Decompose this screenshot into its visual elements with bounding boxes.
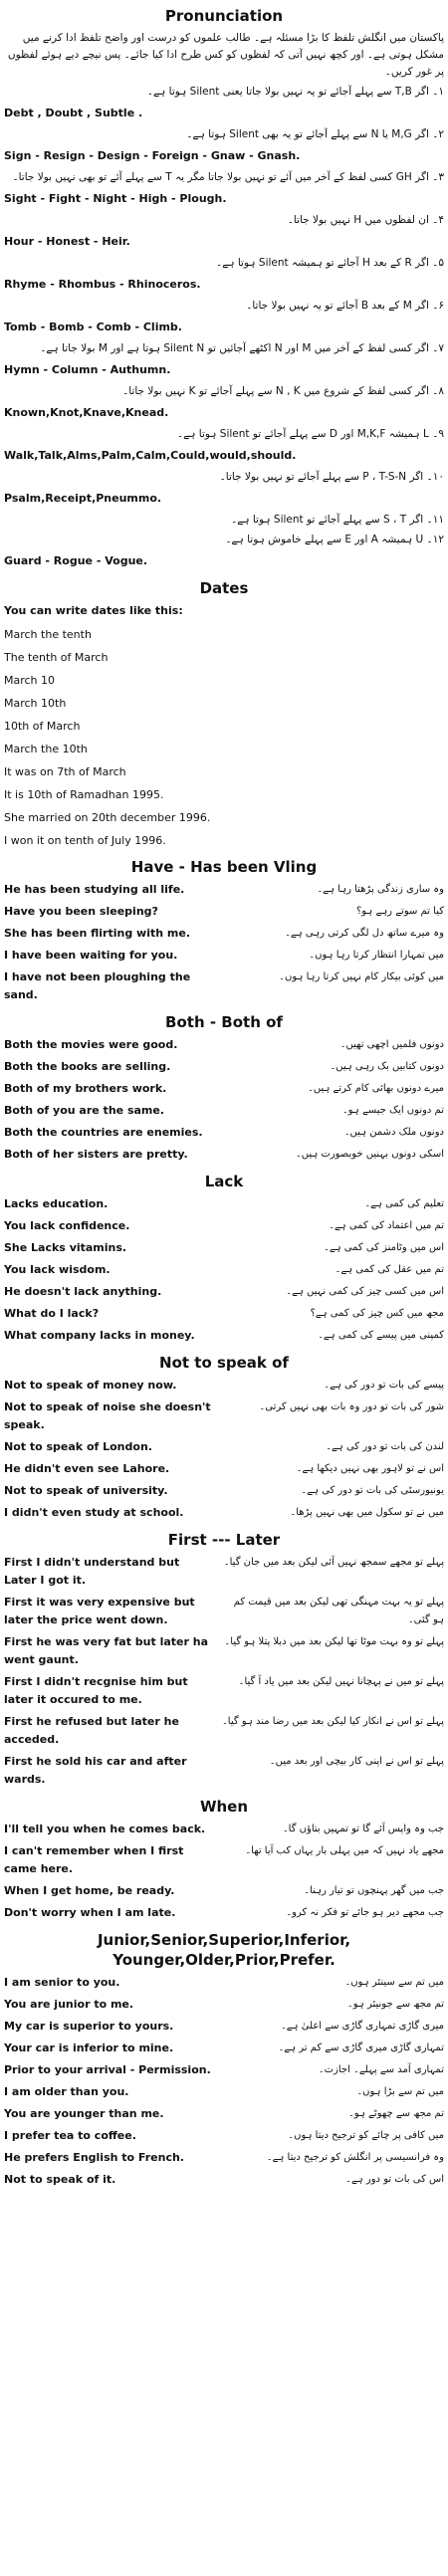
phrase-row [4,1974,444,1992]
english-sentence: I have been waiting for you. [4,949,178,962]
english-sentence: I didn't even study at school. [4,1506,184,1519]
phrase-row [4,1217,444,1235]
english-sentence: Both of you are the same. [4,1104,165,1117]
phrase-row [4,1102,444,1120]
rule-example: Psalm,Receipt,Pneummo. [4,492,162,505]
phrase-row [4,1438,444,1456]
phrase-section [4,1172,444,1345]
rule-example: Rhyme - Rhombus - Rhinoceros. [4,278,201,291]
phrase-row [4,1904,444,1922]
date-example: The tenth of March [4,651,109,664]
phrase-row [4,2083,444,2101]
section-title: Junior,Senior,Superior,Inferior, Younger,Older,Prior,Prefer. [97,1931,351,1969]
english-sentence: My car is superior to yours. [4,2020,174,2033]
date-example: March the tenth [4,628,92,641]
phrase-row [4,1398,444,1434]
urdu-translation: پہلے تو وہ بہت موٹا تھا لیکن بعد میں دبلا پتلا ہو گیا۔ [224,1636,444,1647]
english-sentence: What do I lack? [4,1307,100,1320]
urdu-translation: اس کی بات تو دور ہے۔ [345,2174,444,2185]
phrase-row [4,881,444,899]
pronunciation-rules [4,84,444,570]
english-sentence: Both the countries are enemies. [4,1126,203,1139]
section-title: Have - Has been Vling [130,858,318,876]
urdu-translation: تم میں اعتماد کی کمی ہے۔ [329,1220,444,1231]
pronunciation-title: Pronunciation [164,7,284,25]
urdu-translation: تمہاری آمد سے پہلے۔ اجازت۔ [318,2064,444,2075]
english-sentence: Not to speak of it. [4,2173,116,2186]
urdu-translation: مجھ میں کس چیز کی کمی ہے؟ [310,1308,444,1319]
dates-intro: You can write dates like this: [4,604,183,617]
english-sentence: Both of her sisters are pretty. [4,1148,188,1161]
date-example: She married on 20th december 1996. [4,811,211,824]
phrase-row [4,1036,444,1054]
dates-list [4,627,444,849]
urdu-translation: دونوں ملک دشمن ہیں۔ [343,1127,444,1138]
section-title: Lack [204,1173,244,1190]
english-sentence: First he was very fat but later ha went gaunt. [4,1635,208,1666]
urdu-translation: میں تمہارا انتظار کرتا رہا ہوں۔ [309,950,444,961]
phrase-row [4,1195,444,1213]
urdu-translation: لندن کی بات تو دور کی ہے۔ [326,1441,444,1452]
rule-text: ۱۲۔ U ہمیشہ A اور E سے پہلے خاموش ہوتا ہے۔ [225,534,444,545]
urdu-translation: تم دونوں ایک جیسے ہو۔ [341,1105,444,1116]
pronunciation-intro: پاکستان میں انگلش تلفظ کا بڑا مسئلہ ہے۔ طالب علموں کو درست اور واضح تلفظ ادا کرنے میں مشکل ہوتی ہے۔ اور کچھ نہیں آتی کہ لفظوں کو کس طرح ادا کیا جائے۔ پس نیچے دیے ہوئے لفظوں پر غور کریں۔ [7,32,444,78]
english-sentence: I can't remember when I first came here. [4,1844,184,1875]
phrase-row [4,2127,444,2145]
urdu-translation: پہلے تو اس نے انکار کیا لیکن بعد میں رضا مند ہو گیا۔ [221,1716,444,1727]
phrase-row [4,1504,444,1522]
date-example: March the 10th [4,743,88,755]
urdu-translation: کیا تم سوتے رہے ہو؟ [355,906,444,917]
section-title: First --- Later [167,1531,281,1549]
urdu-translation: وہ فرانسیسی پر انگلش کو ترجیح دیتا ہے۔ [266,2152,444,2163]
phrase-row [4,1283,444,1301]
english-sentence: I am senior to you. [4,1976,120,1989]
english-sentence: He has been studying all life. [4,883,185,896]
english-sentence: I have not been ploughing the sand. [4,970,191,1001]
phrase-row [4,1842,444,1878]
english-sentence: Don't worry when I am late. [4,1906,176,1919]
phrase-row [4,2149,444,2167]
urdu-translation: پہلے تو اس نے اپنی کار بیچی اور بعد میں۔ [269,1756,444,1767]
rule-text: ۱۰۔ اگر P ، T-S-N سے پہلے آجائے تو نہیں بولا جاتا۔ [219,471,444,483]
phrase-row [4,1327,444,1345]
phrase-row [4,1633,444,1669]
date-example: It was on 7th of March [4,765,126,778]
rule-text: ۳۔ اگر GH کسی لفظ کے آخر میں آئے تو نہیں بولا جاتا مگر یہ T سے پہلے آئے تو بھی نہیں بولا جاتا۔ [12,171,444,183]
phrase-row [4,1673,444,1709]
english-sentence: You are junior to me. [4,1998,134,2011]
phrase-section [4,1530,444,1789]
english-sentence: Prior to your arrival - Permission. [4,2063,211,2076]
rule-example: Hymn - Column - Authumn. [4,363,171,376]
phrase-row [4,1482,444,1500]
pronunciation-section [4,6,444,570]
english-sentence: Not to speak of noise she doesn't speak. [4,1400,211,1431]
english-sentence: I prefer tea to coffee. [4,2129,136,2142]
urdu-translation: پیسے کی بات تو دور کی ہے۔ [324,1380,444,1391]
english-sentence: When I get home, be ready. [4,1884,175,1897]
rule-text: ۴۔ ان لفظوں میں H نہیں بولا جاتا۔ [287,214,444,226]
date-example: March 10th [4,697,67,710]
urdu-translation: دونوں فلمیں اچھی تھیں۔ [339,1039,444,1050]
rule-example: Guard - Rogue - Vogue. [4,554,148,567]
urdu-translation: یونیورسٹی کی بات تو دور کی ہے۔ [301,1485,444,1496]
date-example: I won it on tenth of July 1996. [4,834,166,847]
rule-text: ۲۔ اگر M,G یا N سے پہلے آجائے تو یہ بھی Silent ہوتا ہے۔ [186,128,444,140]
english-sentence: Both the movies were good. [4,1038,178,1051]
rule-example: Debt , Doubt , Subtle . [4,107,143,119]
dates-section [4,578,444,849]
phrase-row [4,1460,444,1478]
section-title: Not to speak of [159,1354,289,1372]
urdu-translation: اس میں وٹامنز کی کمی ہے۔ [324,1242,444,1253]
phrase-row [4,2061,444,2079]
urdu-translation: مجھے یاد نہیں کہ میں پہلی بار یہاں کب آیا تھا۔ [245,1845,444,1856]
phrase-row [4,968,444,1004]
english-sentence: You lack wisdom. [4,1263,111,1276]
urdu-translation: پہلے تو مجھے سمجھ نہیں آئی لیکن بعد میں جان گیا۔ [223,1557,444,1568]
rule-example: Sign - Resign - Design - Foreign - Gnaw - Gnash. [4,149,301,162]
urdu-translation: تعلیم کی کمی ہے۔ [364,1198,444,1209]
section-title: When [199,1798,249,1816]
phrase-section [4,1012,444,1164]
phrase-row [4,1239,444,1257]
phrase-row [4,1080,444,1098]
phrase-row [4,1996,444,2014]
urdu-translation: تم مجھ سے چھوٹے ہو۔ [347,2108,444,2119]
urdu-translation: پہلے تو یہ بہت مہنگی تھی لیکن بعد میں قیمت کم ہو گئی۔ [233,1597,444,1625]
rule-text: ۶۔ اگر M کے بعد B آجائے تو یہ نہیں بولا جاتا۔ [246,300,444,312]
rule-text: ۷۔ اگر کسی لفظ کے آخر میں M اور N اکٹھے آجائیں تو Silent N ہوتا ہے اور M بولا جاتا ہے۔ [40,342,444,354]
urdu-translation: جب میں گھر پہنچوں تو تیار رہنا۔ [304,1885,444,1896]
rule-text: ۹۔ L ہمیشہ M,K,F اور D سے پہلے آجائے تو Silent ہوتا ہے۔ [176,428,444,440]
english-sentence: First he sold his car and after wards. [4,1755,187,1786]
english-sentence: Not to speak of money now. [4,1379,177,1392]
phrase-row [4,1821,444,1838]
phrase-sections [4,857,444,2189]
urdu-translation: تم میں عقل کی کمی ہے۔ [335,1264,444,1275]
date-example: It is 10th of Ramadhan 1995. [4,788,164,801]
english-sentence: He doesn't lack anything. [4,1285,162,1298]
phrase-section [4,1353,444,1522]
phrase-row [4,903,444,921]
english-sentence: Not to speak of university. [4,1484,168,1497]
urdu-translation: میری گاڑی تمہاری گاڑی سے اعلیٰ ہے۔ [280,2021,444,2032]
rule-text: ۱۔ اگر T,B سے پہلے آجائے تو یہ نہیں بولا جاتا یعنی Silent ہوتا ہے۔ [146,86,444,98]
english-sentence: He prefers English to French. [4,2151,184,2164]
date-example: 10th of March [4,720,81,733]
rule-example: Tomb - Bomb - Comb - Climb. [4,321,182,333]
phrase-row [4,2018,444,2036]
urdu-translation: میں تم سے بڑا ہوں۔ [356,2086,444,2097]
urdu-translation: کمپنی میں پیسے کی کمی ہے۔ [318,1330,444,1341]
phrase-row [4,2105,444,2123]
english-sentence: She Lacks vitamins. [4,1241,127,1254]
urdu-translation: میرے دونوں بھائی کام کرتے ہیں۔ [307,1083,444,1094]
phrase-row [4,1753,444,1789]
english-sentence: Both the books are selling. [4,1060,171,1073]
phrase-row [4,2171,444,2189]
phrase-row [4,1058,444,1076]
urdu-translation: وہ ساری زندگی پڑھتا رہا ہے۔ [317,884,444,895]
phrase-section [4,1797,444,1922]
urdu-translation: میں نے تو سکول میں بھی نہیں پڑھا۔ [290,1507,444,1518]
urdu-translation: وہ میرے ساتھ دل لگی کرتی رہی ہے۔ [285,928,444,939]
english-sentence: First he refused but later he acceded. [4,1715,179,1746]
phrase-row [4,1377,444,1395]
phrase-row [4,1882,444,1900]
english-sentence: He didn't even see Lahore. [4,1462,170,1475]
phrase-section [4,857,444,1004]
english-sentence: First I didn't recgnise him but later it occured to me. [4,1675,188,1706]
phrase-row [4,1124,444,1142]
phrase-row [4,925,444,943]
urdu-translation: جب مجھے دیر ہو جائے تو فکر نہ کرو۔ [286,1907,444,1918]
urdu-translation: پہلے تو میں نے پہچانا نہیں لیکن بعد میں یاد آ گیا۔ [238,1676,444,1687]
english-sentence: Not to speak of London. [4,1440,152,1453]
english-sentence: She has been flirting with me. [4,927,190,940]
urdu-translation: جب وہ واپس آئے گا تو تمہیں بتاؤں گا۔ [282,1824,444,1834]
english-sentence: Both of my brothers work. [4,1082,167,1095]
urdu-translation: اسکی دونوں بہنیں خوبصورت ہیں۔ [295,1149,444,1160]
english-sentence: What company lacks in money. [4,1329,195,1342]
rule-text: ۸۔ اگر کسی لفظ کے شروع میں N , K سے پہلے آجائے تو K نہیں بولا جاتا۔ [122,385,444,397]
english-sentence: First it was very expensive but later the price went down. [4,1596,195,1626]
rule-text: ۱۱۔ اگر S ، T سے پہلے آجائے تو Silent ہوتا ہے۔ [231,514,444,526]
phrase-row [4,1305,444,1323]
english-sentence: You lack confidence. [4,1219,130,1232]
urdu-translation: اس میں کسی چیز کی کمی نہیں ہے۔ [286,1286,444,1297]
urdu-translation: تمہاری گاڑی میری گاڑی سے کم تر ہے۔ [278,2042,444,2053]
phrase-section [4,1930,444,2189]
phrase-row [4,1146,444,1164]
english-sentence: Your car is inferior to mine. [4,2041,174,2054]
rule-example: Sight - Fight - Night - High - Plough. [4,192,227,205]
urdu-translation: میں کافی پر چائے کو ترجیح دیتا ہوں۔ [288,2130,444,2141]
english-sentence: I'll tell you when he comes back. [4,1823,206,1835]
phrase-row [4,947,444,965]
phrase-row [4,2039,444,2057]
urdu-translation: شور کی بات تو دور وہ بات بھی نہیں کرتی۔ [259,1401,444,1412]
section-title: Both - Both of [165,1013,283,1031]
urdu-translation: تم مجھ سے جونیئر ہو۔ [346,1999,444,2010]
english-sentence: I am older than you. [4,2085,129,2098]
english-sentence: You are younger than me. [4,2107,164,2120]
english-sentence: First I didn't understand but Later I got it. [4,1556,180,1587]
urdu-translation: میں تم سے سینئر ہوں۔ [344,1977,444,1988]
urdu-translation: دونوں کتابیں بک رہی ہیں۔ [330,1061,444,1072]
rule-example: Hour - Honest - Heir. [4,235,130,248]
phrase-row [4,1713,444,1749]
english-sentence: Have you been sleeping? [4,905,158,918]
urdu-translation: میں کوئی بیکار کام نہیں کرتا رہا ہوں۔ [279,971,444,982]
phrase-row [4,1594,444,1629]
english-sentence: Lacks education. [4,1197,109,1210]
rule-text: ۵۔ اگر R کے بعد H آجائے تو ہمیشہ Silent ہوتا ہے۔ [216,257,444,269]
rule-example: Walk,Talk,Alms,Palm,Calm,Could,would,should. [4,449,297,462]
phrase-row [4,1554,444,1590]
date-example: March 10 [4,674,56,687]
urdu-translation: اس نے تو لاہور بھی نہیں دیکھا ہے۔ [296,1463,444,1474]
phrase-row [4,1261,444,1279]
rule-example: Known,Knot,Knave,Knead. [4,406,169,419]
dates-title: Dates [199,579,249,597]
